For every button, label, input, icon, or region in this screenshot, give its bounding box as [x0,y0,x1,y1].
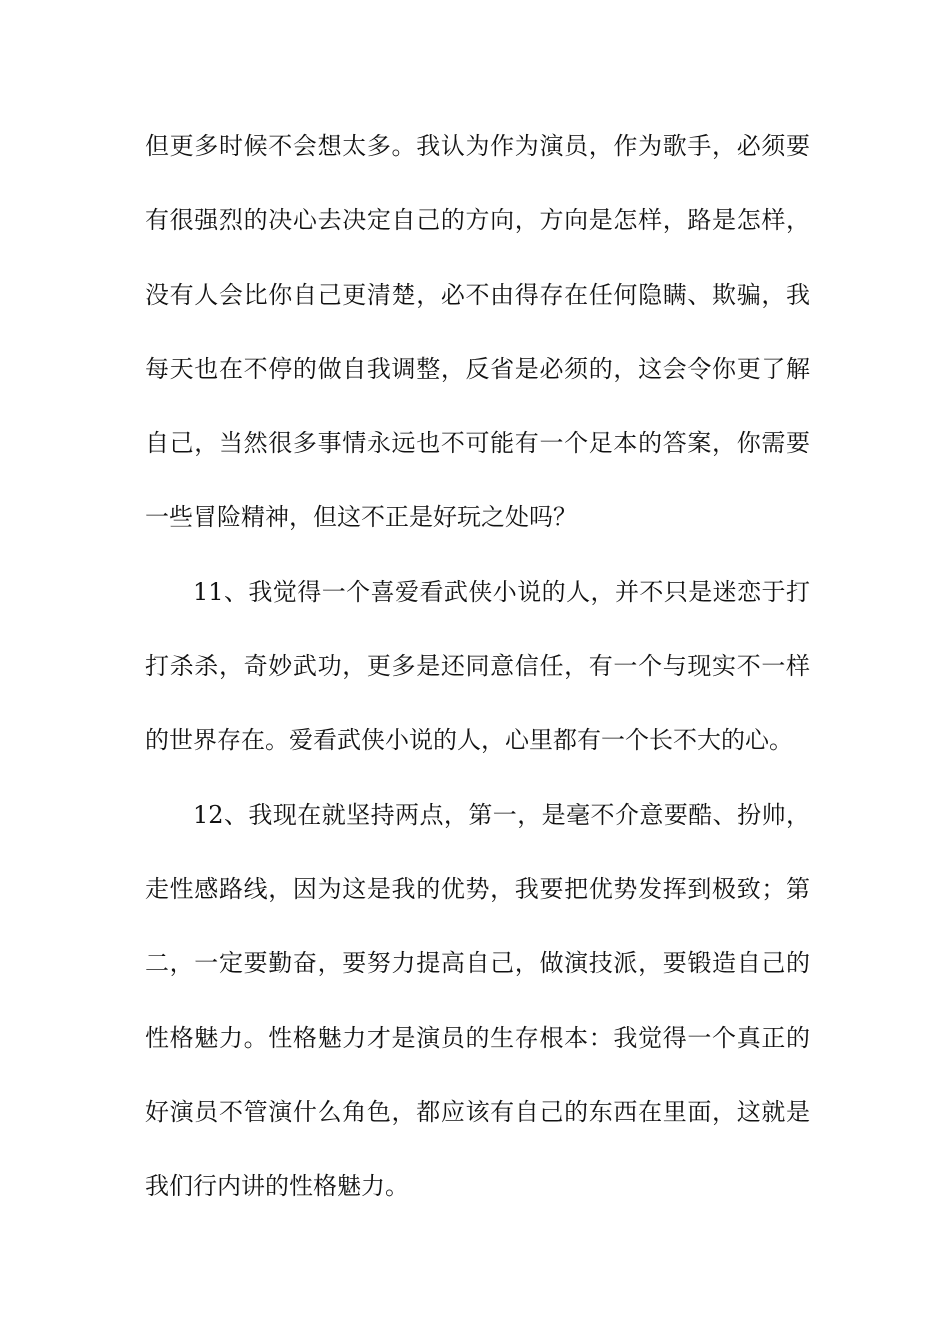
text-line: 的世界存在。爱看武侠小说的人，心里都有一个长不大的心。 [145,726,793,755]
text-line: 但更多时候不会想太多。我认为作为演员，作为歌手，必须要 [145,132,810,160]
text-line: 二，一定要勤奋，要努力提高自己，做演技派，要锻造自己的 [145,949,810,978]
text-line: 没有人会比你自己更清楚，必不由得存在任何隐瞒、欺骗，我 [145,280,810,309]
text-line: 有很强烈的决心去决定自己的方向，方向是怎样，路是怎样， [145,206,810,235]
text-line: 好演员不管演什么角色，都应该有自己的东西在里面，这就是 [145,1097,810,1126]
paragraph-12-first-line: 12、我现在就坚持两点，第一，是毫不介意要酷、扮帅， [193,800,810,829]
text-line: 走性感路线，因为这是我的优势，我要把优势发挥到极致；第 [145,874,810,903]
text-line: 自己，当然很多事情永远也不可能有一个足本的答案，你需要 [145,429,810,458]
text-line: 我们行内讲的性格魅力。 [145,1172,409,1201]
text-line: 打杀杀，奇妙武功，更多是还同意信任，有一个与现实不一样 [145,652,810,681]
text-line: 每天也在不停的做自我调整，反省是必须的，这会令你更了解 [145,354,810,383]
paragraph-11-first-line: 11、我觉得一个喜爱看武侠小说的人，并不只是迷恋于打 [193,577,810,606]
text-line: 一些冒险精神，但这不正是好玩之处吗？ [145,503,577,532]
text-line: 性格魅力。性格魅力才是演员的生存根本：我觉得一个真正的 [145,1023,810,1052]
body-text [145,128,810,1242]
